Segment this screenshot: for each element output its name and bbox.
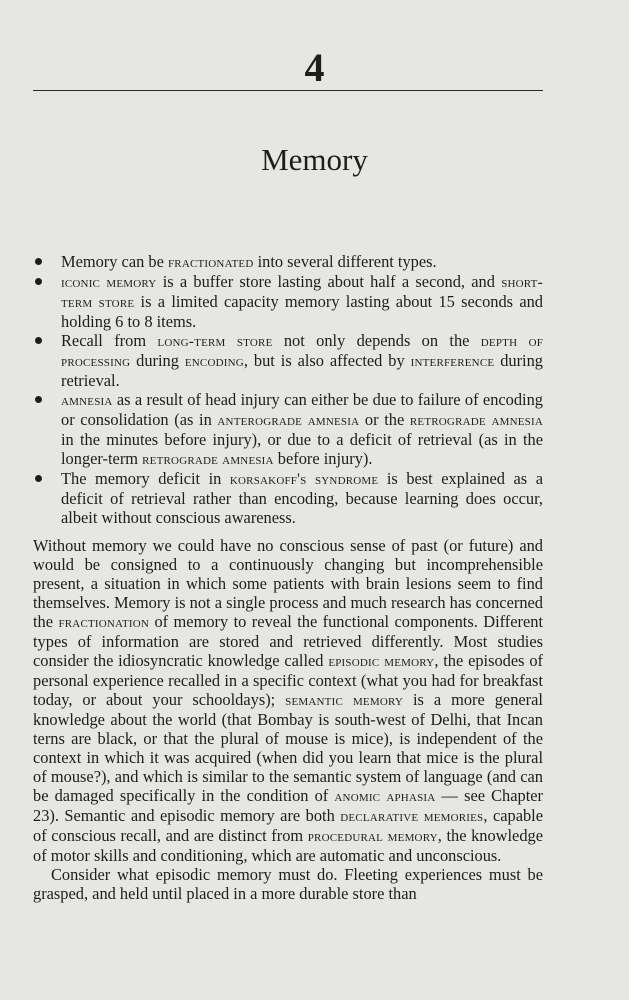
bullet-icon (35, 396, 42, 403)
text-run: in the minutes before injury), or due to a deficit of retrieval (as in the longer-term (61, 430, 543, 468)
key-term: episodic memory (328, 653, 435, 670)
summary-point (33, 390, 543, 469)
key-term: interference (410, 353, 495, 370)
key-term: declarative memories (340, 808, 484, 825)
summary-point (33, 331, 543, 390)
key-term: anomic aphasia (334, 788, 436, 805)
text-run: is a buffer store lasting about half a second, and (156, 272, 502, 291)
text-run: Consider what episodic memory must do. Fleeting experiences must be grasped, and held until placed in a more durable store than (33, 865, 543, 903)
text-run: as a result of head injury can either be due to failure of encoding or consolidation (as in (61, 390, 543, 429)
text-run: of memory to reveal the functional components. Different types of information are stored and retrieved differently. Most studies consider the idiosyncratic knowledge called (33, 612, 544, 670)
key-term: amnesia (61, 392, 113, 409)
key-term: retrograde amnesia (142, 451, 274, 468)
bullet-icon (35, 475, 42, 482)
body-paragraph (33, 865, 543, 903)
summary-point (33, 469, 543, 527)
text-run: , but is also affected by (243, 351, 411, 370)
text-run: Recall from (61, 331, 158, 350)
summary-point (33, 252, 543, 272)
key-term: semantic memory (285, 692, 404, 709)
body-paragraph (33, 536, 543, 865)
text-run: Without memory we could have no conscious sense of past (or future) and would be consigned to a continuously changing but incomprehensible present, a situation in which some patients with brain lesions seem to find themselves. Memory is not a single process and much research has concerned the (33, 536, 543, 631)
text-run: , capable of conscious recall, and are distinct from (33, 806, 544, 845)
chapter-title: Memory (261, 142, 368, 177)
key-term: anterograde amnesia (217, 412, 360, 429)
text-run: or the (359, 410, 410, 429)
bullet-icon (35, 337, 42, 344)
text-run: is a more general knowledge about the world (that Bombay is south-west of Delhi, that Incan terns are black, or that the plural of mouse is mice), is independent of the context in which it was acquired (when did you learn that mice is the plural of mouse?), and which is similar to the semantic system of language (and can be damaged specifically in the condition of (33, 690, 543, 805)
key-term: fractionated (167, 254, 254, 271)
key-term: depth of processing (61, 333, 544, 370)
key-term: encoding (184, 353, 244, 370)
key-term: short-term store (61, 274, 543, 311)
key-term: fractionation (58, 614, 150, 631)
bullet-icon (35, 278, 42, 285)
text-run: , the knowledge of motor skills and conditioning, which are automatic and unconscious. (33, 826, 543, 865)
body-text (33, 536, 543, 903)
bullet-icon (35, 258, 42, 265)
key-term: korsakoff's syndrome (229, 471, 379, 488)
text-run: before injury). (273, 449, 373, 468)
key-term: long-term store (157, 333, 273, 350)
key-term: retrograde amnesia (409, 412, 543, 429)
text-run: not only depends on the (272, 331, 481, 350)
text-run: — see Chapter 23). Semantic and episodic memory are both (33, 786, 544, 825)
summary-point (33, 272, 543, 331)
chapter-rule (33, 90, 543, 91)
summary-list (33, 252, 543, 527)
text-run: during (130, 351, 185, 370)
text-run: , the episodes of personal experience recalled in a specific context (what you had for breakfast today, or about your schooldays); (33, 651, 543, 709)
text-run: during retrieval. (61, 351, 543, 390)
chapter-number: 4 (304, 45, 325, 90)
key-term: iconic memory (61, 274, 157, 291)
text-run: is best explained as a deficit of retrieval rather than encoding, because learning does occur, albeit without conscious awareness. (61, 469, 543, 527)
key-term: procedural memory (307, 828, 438, 845)
text-run: is a limited capacity memory lasting about 15 seconds and holding 6 to 8 items. (61, 292, 543, 331)
text-run: into several different types. (253, 252, 437, 271)
text-run: The memory deficit in (61, 469, 230, 488)
text-run: Memory can be (61, 252, 168, 271)
